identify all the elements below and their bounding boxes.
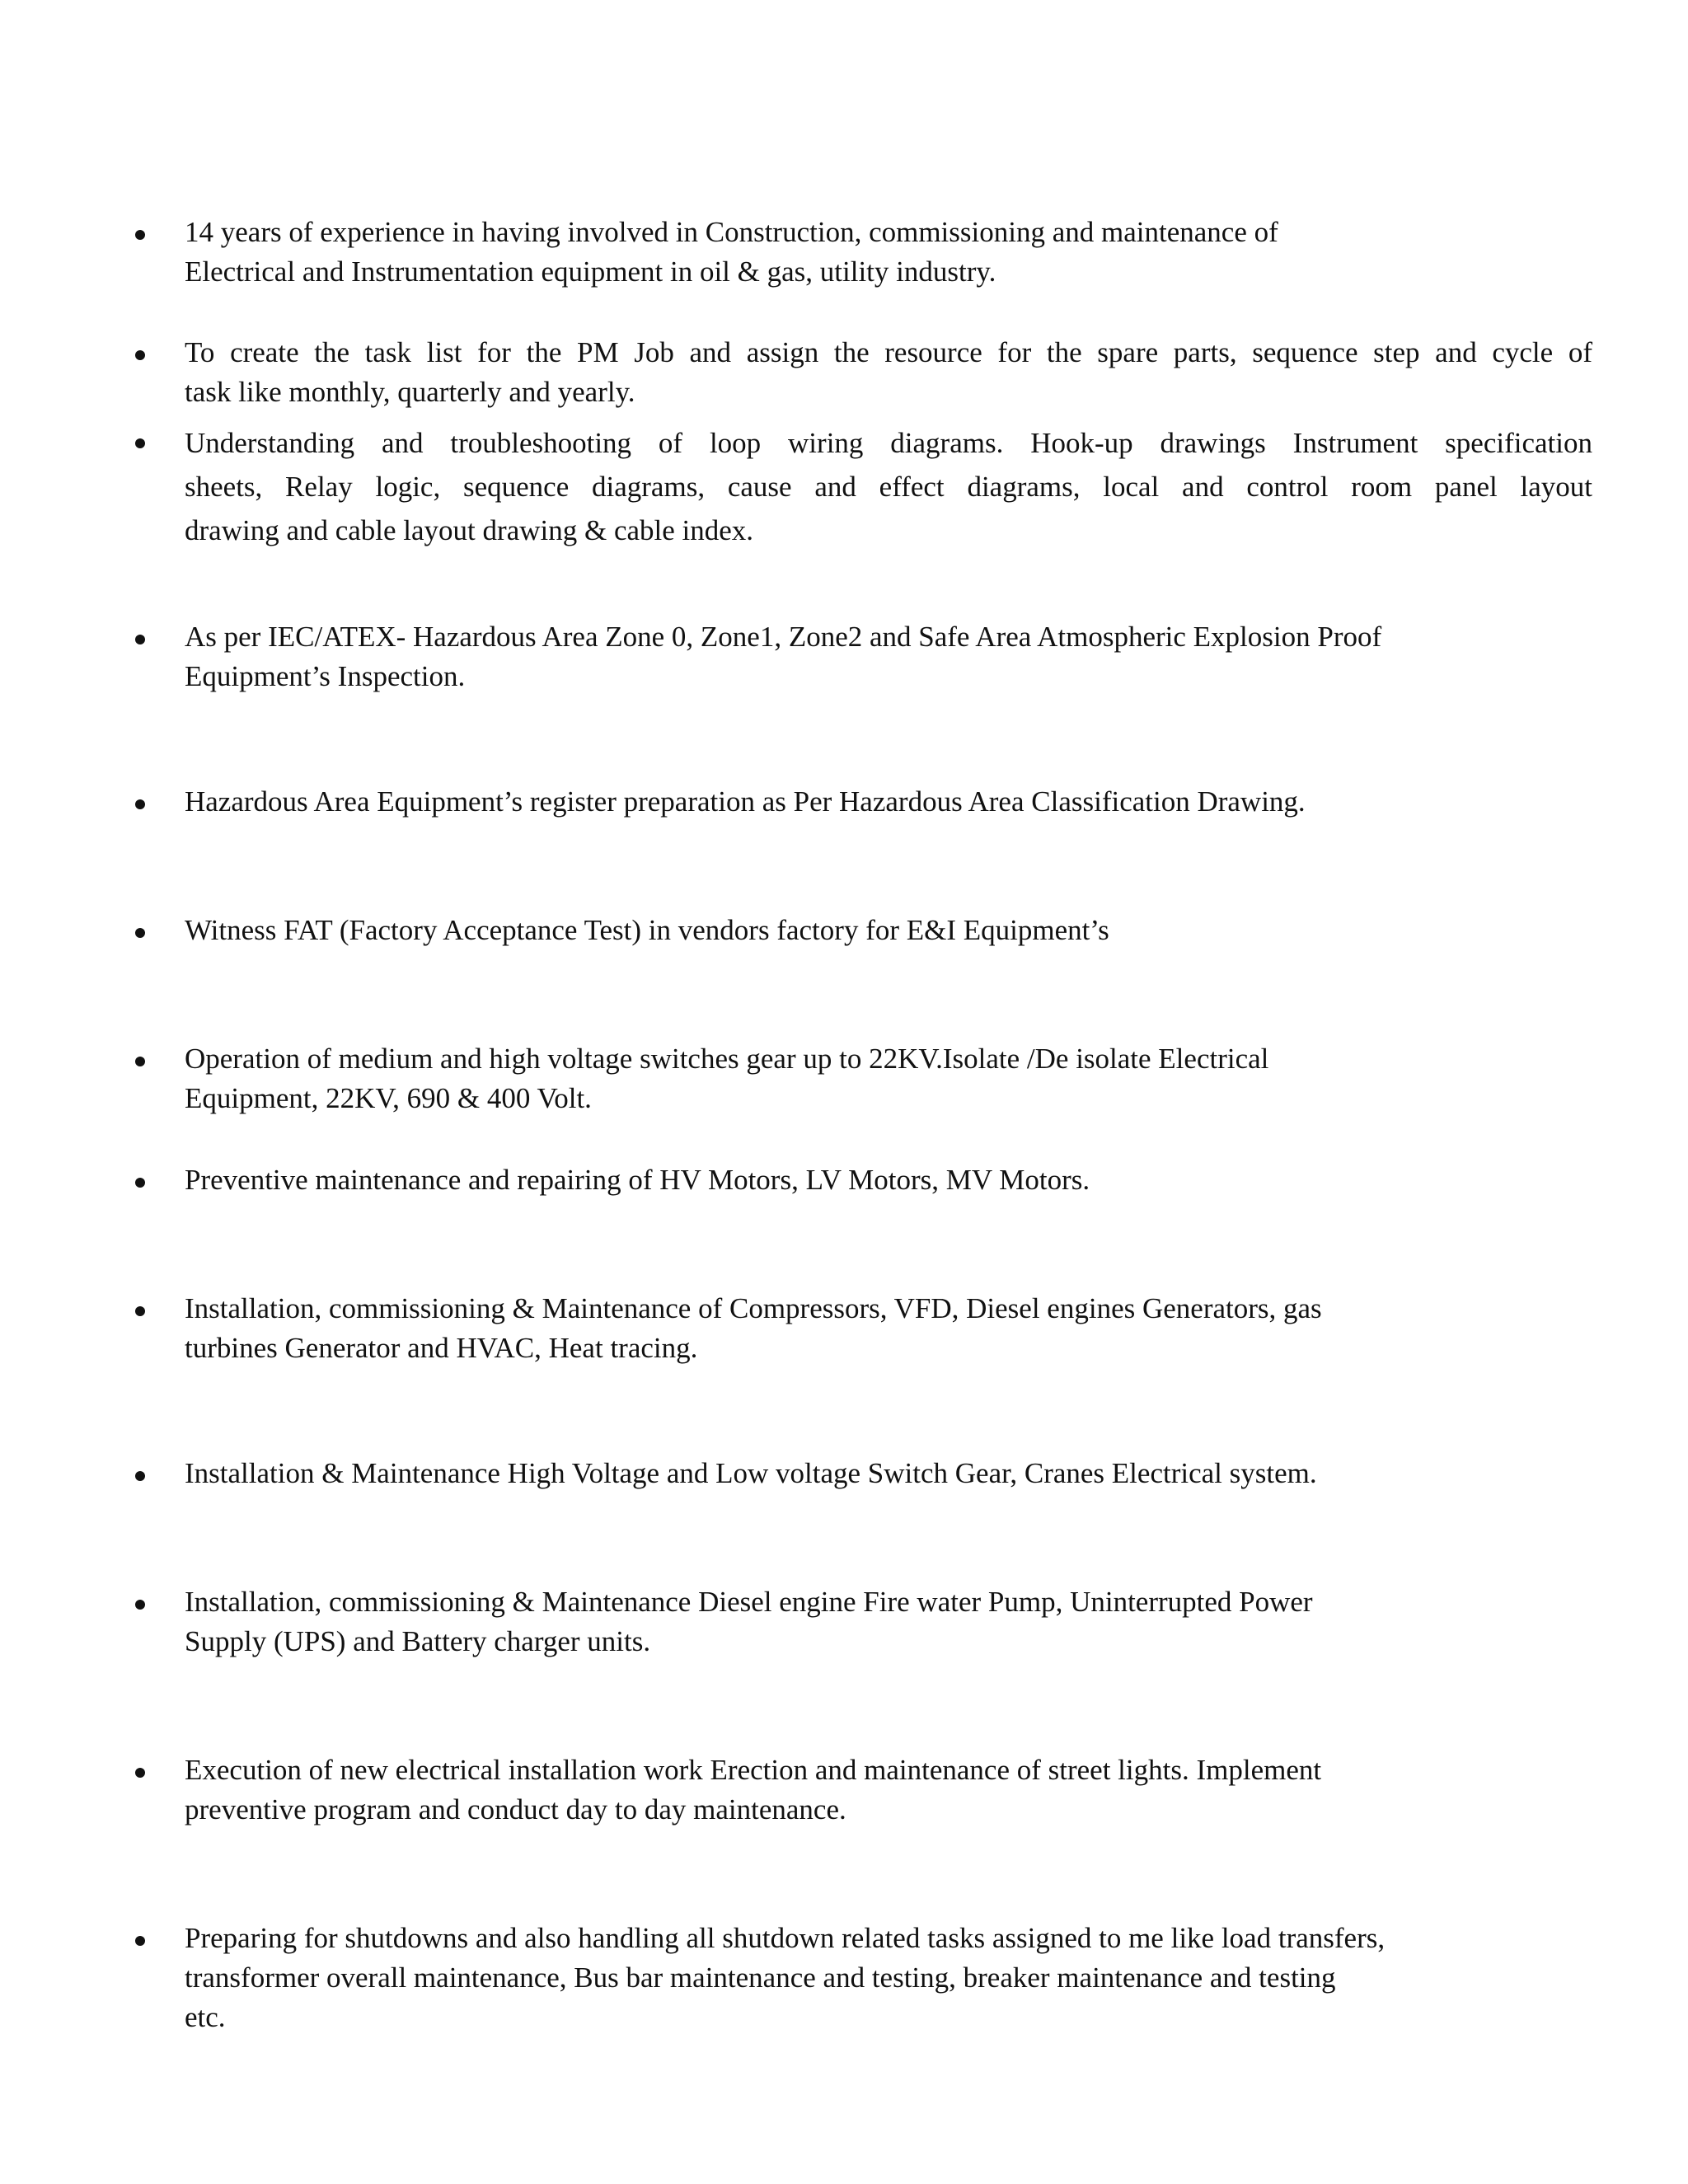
bullet-icon bbox=[135, 928, 145, 938]
list-item bbox=[185, 421, 1592, 552]
list-item bbox=[185, 1582, 1313, 1661]
list-item bbox=[185, 782, 1306, 822]
bullet-icon bbox=[135, 1936, 145, 1946]
item-line: Supply (UPS) and Battery charger units. bbox=[185, 1625, 651, 1657]
bullet-icon bbox=[135, 350, 145, 360]
item-line: Hazardous Area Equipment’s register preparation as Per Hazardous Area Classification Drawing. bbox=[185, 785, 1306, 818]
item-line: Equipment’s Inspection. bbox=[185, 660, 466, 692]
item-line: task like monthly, quarterly and yearly. bbox=[185, 376, 635, 408]
item-line: Installation, commissioning & Maintenance of Compressors, VFD, Diesel engines Generators, gas bbox=[185, 1292, 1322, 1324]
item-line: Equipment, 22KV, 690 & 400 Volt. bbox=[185, 1082, 592, 1114]
item-line: Understanding and troubleshooting of loop wiring diagrams. Hook-up drawings Instrument specification bbox=[185, 427, 1592, 459]
item-line: preventive program and conduct day to day maintenance. bbox=[185, 1793, 846, 1825]
bullet-icon bbox=[135, 799, 145, 809]
bullet-icon bbox=[135, 1471, 145, 1481]
bullet-icon bbox=[135, 1057, 145, 1066]
item-line: Installation & Maintenance High Voltage and Low voltage Switch Gear, Cranes Electrical system. bbox=[185, 1457, 1317, 1489]
bullet-icon bbox=[135, 230, 145, 240]
list-item bbox=[185, 333, 1592, 412]
bullet-icon bbox=[135, 1768, 145, 1778]
list-item bbox=[185, 1454, 1317, 1493]
item-line: Installation, commissioning & Maintenance Diesel engine Fire water Pump, Uninterrupted Power bbox=[185, 1586, 1313, 1618]
item-line: drawing and cable layout drawing & cable index. bbox=[185, 514, 754, 546]
bullet-icon bbox=[135, 438, 145, 448]
list-item bbox=[185, 617, 1381, 696]
list-item bbox=[185, 1160, 1090, 1200]
item-line: As per IEC/ATEX- Hazardous Area Zone 0, Zone1, Zone2 and Safe Area Atmospheric Explosion Proof bbox=[185, 621, 1382, 653]
list-item bbox=[185, 1750, 1321, 1830]
item-line: transformer overall maintenance, Bus bar maintenance and testing, breaker maintenance and testing bbox=[185, 1961, 1336, 1994]
bullet-icon bbox=[135, 635, 145, 644]
item-line: Execution of new electrical installation work Erection and maintenance of street lights. Implement bbox=[185, 1754, 1322, 1786]
bullet-icon bbox=[135, 1306, 145, 1316]
item-line: etc. bbox=[185, 2001, 226, 2033]
item-line: Electrical and Instrumentation equipment in oil & gas, utility industry. bbox=[185, 255, 996, 288]
list-item bbox=[185, 1919, 1385, 2037]
list-item bbox=[185, 213, 1278, 292]
list-item bbox=[185, 911, 1109, 950]
item-line: Preventive maintenance and repairing of HV Motors, LV Motors, MV Motors. bbox=[185, 1164, 1090, 1196]
bullet-icon bbox=[135, 1178, 145, 1188]
item-line: sheets, Relay logic, sequence diagrams, cause and effect diagrams, local and control room panel layout bbox=[185, 471, 1592, 503]
item-line: 14 years of experience in having involved in Construction, commissioning and maintenance of bbox=[185, 216, 1278, 248]
item-line: Preparing for shutdowns and also handling all shutdown related tasks assigned to me like load transfers, bbox=[185, 1922, 1386, 1954]
item-line: To create the task list for the PM Job and assign the resource for the spare parts, sequence step and cycle of bbox=[185, 336, 1592, 368]
bullet-icon bbox=[135, 1600, 145, 1610]
item-line: Operation of medium and high voltage switches gear up to 22KV.Isolate /De isolate Electrical bbox=[185, 1043, 1269, 1075]
list-item bbox=[185, 1039, 1268, 1118]
item-line: Witness FAT (Factory Acceptance Test) in vendors factory for E&I Equipment’s bbox=[185, 914, 1109, 946]
list-item bbox=[185, 1289, 1322, 1368]
item-line: turbines Generator and HVAC, Heat tracing. bbox=[185, 1332, 698, 1364]
